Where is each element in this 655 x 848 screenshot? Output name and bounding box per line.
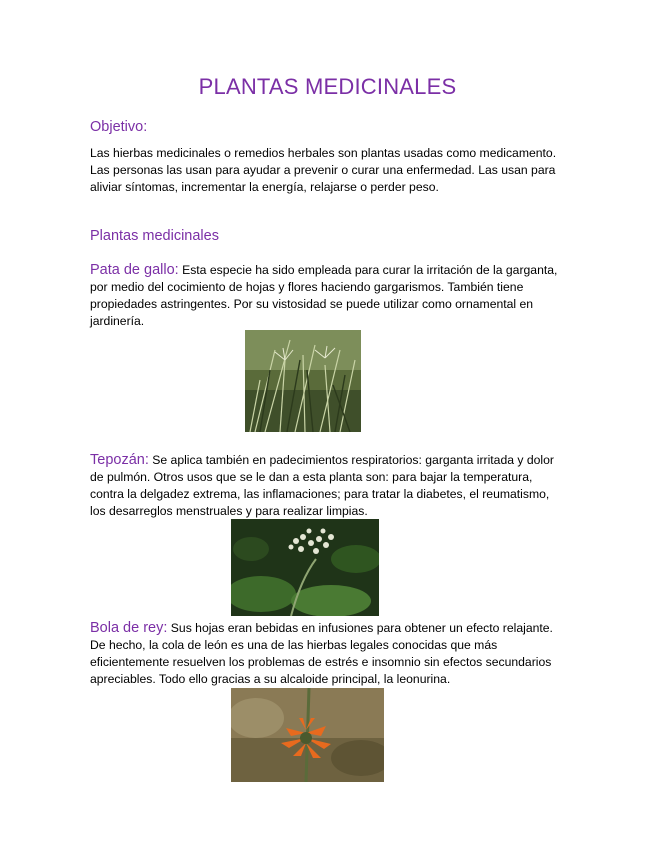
- plant-pata-de-gallo: [90, 262, 560, 330]
- plant-name: Bola de rey:: [90, 620, 168, 636]
- plant-bola-de-rey: [90, 620, 560, 688]
- section-heading: Plantas medicinales: [90, 228, 219, 244]
- plant-tepozan: [90, 452, 560, 520]
- plant-name: Tepozán:: [90, 452, 149, 468]
- objetivo-heading: Objetivo:: [90, 119, 148, 135]
- plant-name: Pata de gallo:: [90, 262, 179, 278]
- orange-flower-photo: [231, 688, 384, 782]
- page-title: PLANTAS MEDICINALES: [198, 74, 457, 99]
- plant-description: Se aplica también en padecimientos respiratorios: garganta irritada y dolor de pulmón. Otros usos que se le dan a esta planta son: para bajar la temperatura, contra la delgadez extrema, las inflamaciones; para tratar la diabetes, el reumatismo, los desarreglos menstruales y para realizar limpias.: [90, 453, 554, 518]
- plant-description: Sus hojas eran bebidas en infusiones para obtener un efecto relajante. De hecho, la cola de león es una de las hierbas legales conocidas que más eficientemente resuelven los problemas de estrés e insomnio sin efectos secundarios apreciables. Todo ello gracias a su alcaloide principal, la leonurina.: [90, 621, 553, 686]
- plant-description: Esta especie ha sido empleada para curar la irritación de la garganta, por medio del cocimiento de hojas y flores haciendo gargarismos. También tiene propiedades astringentes. Por su vistosidad se puede utilizar como ornamental en jardinería.: [90, 263, 558, 328]
- grass-plant-photo: [245, 330, 361, 432]
- leafy-shrub-photo: [231, 519, 379, 616]
- objetivo-text: Las hierbas medicinales o remedios herbales son plantas usadas como medicamento. Las personas las usan para ayudar a prevenir o curar una enfermedad. Las usan para aliviar síntomas, incrementar la energía, relajarse o perder peso.: [90, 146, 557, 194]
